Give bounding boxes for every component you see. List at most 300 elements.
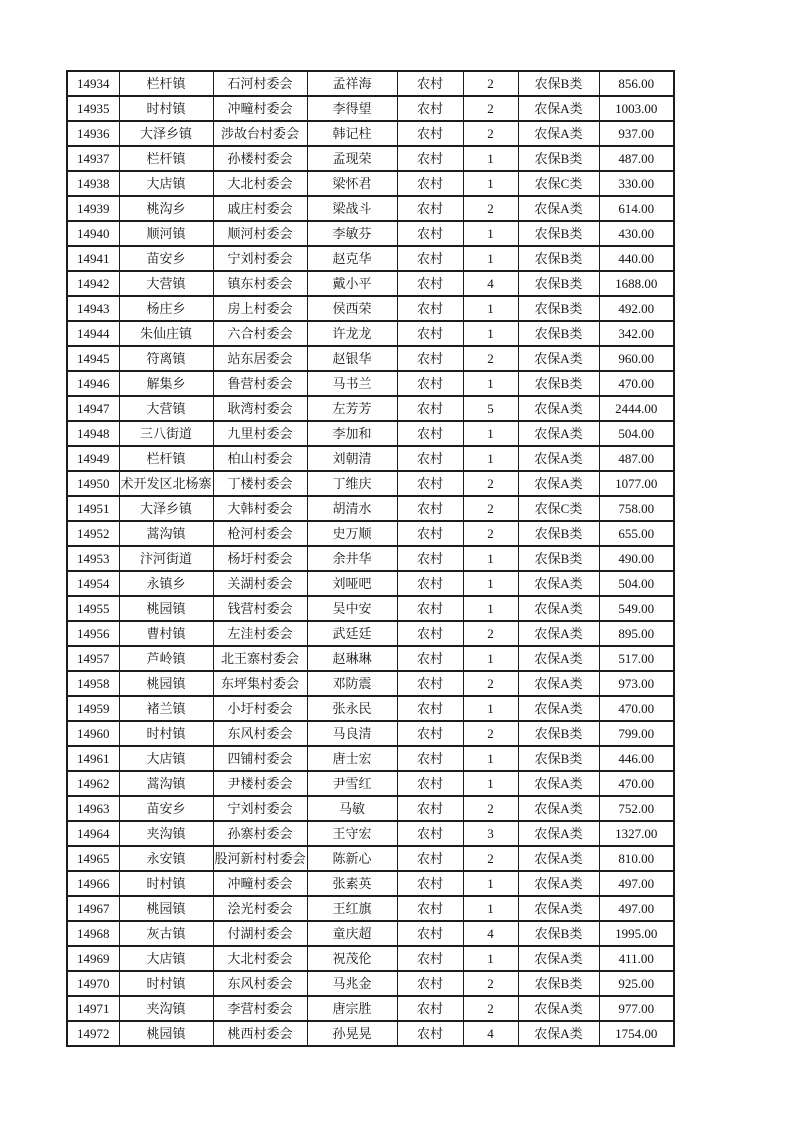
cell-amount: 799.00 <box>599 721 674 746</box>
cell-village-committee: 顺河村委会 <box>213 221 307 246</box>
table-row <box>67 671 674 696</box>
cell-residence-type: 农村 <box>397 621 463 646</box>
cell-insurance-category: 农保C类 <box>518 171 599 196</box>
cell-residence-type: 农村 <box>397 521 463 546</box>
cell-amount: 810.00 <box>599 846 674 871</box>
cell-insurance-category: 农保A类 <box>518 946 599 971</box>
cell-residence-type: 农村 <box>397 746 463 771</box>
cell-serial-number: 14967 <box>67 896 119 921</box>
cell-town: 永安镇 <box>119 846 213 871</box>
cell-village-committee: 小圩村委会 <box>213 696 307 721</box>
cell-person-name: 孙晃晃 <box>307 1021 397 1046</box>
cell-amount: 330.00 <box>599 171 674 196</box>
cell-town: 曹村镇 <box>119 621 213 646</box>
cell-residence-type: 农村 <box>397 996 463 1021</box>
cell-village-committee: 六合村委会 <box>213 321 307 346</box>
cell-town: 褚兰镇 <box>119 696 213 721</box>
cell-residence-type: 农村 <box>397 496 463 521</box>
cell-member-count: 4 <box>463 1021 518 1046</box>
cell-serial-number: 14954 <box>67 571 119 596</box>
cell-village-committee: 镇东村委会 <box>213 271 307 296</box>
cell-person-name: 马书兰 <box>307 371 397 396</box>
cell-town: 栏杆镇 <box>119 146 213 171</box>
cell-person-name: 赵银华 <box>307 346 397 371</box>
cell-village-committee: 桃西村委会 <box>213 1021 307 1046</box>
cell-village-committee: 枪河村委会 <box>213 521 307 546</box>
cell-serial-number: 14971 <box>67 996 119 1021</box>
cell-member-count: 1 <box>463 596 518 621</box>
cell-insurance-category: 农保B类 <box>518 721 599 746</box>
cell-amount: 470.00 <box>599 771 674 796</box>
table-row <box>67 596 674 621</box>
cell-town: 蒿沟镇 <box>119 521 213 546</box>
cell-amount: 1077.00 <box>599 471 674 496</box>
cell-residence-type: 农村 <box>397 446 463 471</box>
cell-residence-type: 农村 <box>397 146 463 171</box>
cell-insurance-category: 农保B类 <box>518 271 599 296</box>
cell-member-count: 1 <box>463 946 518 971</box>
table-row <box>67 621 674 646</box>
cell-amount: 446.00 <box>599 746 674 771</box>
cell-serial-number: 14951 <box>67 496 119 521</box>
table-row <box>67 71 674 96</box>
cell-member-count: 1 <box>463 696 518 721</box>
cell-town: 杨庄乡 <box>119 296 213 321</box>
table-row <box>67 896 674 921</box>
cell-residence-type: 农村 <box>397 921 463 946</box>
cell-member-count: 2 <box>463 471 518 496</box>
table-row <box>67 121 674 146</box>
cell-town: 大泽乡镇 <box>119 121 213 146</box>
cell-insurance-category: 农保A类 <box>518 596 599 621</box>
cell-member-count: 2 <box>463 996 518 1021</box>
cell-member-count: 1 <box>463 421 518 446</box>
table-row <box>67 746 674 771</box>
cell-person-name: 李加和 <box>307 421 397 446</box>
table-row <box>67 346 674 371</box>
cell-serial-number: 14965 <box>67 846 119 871</box>
cell-serial-number: 14970 <box>67 971 119 996</box>
cell-residence-type: 农村 <box>397 771 463 796</box>
cell-town: 顺河镇 <box>119 221 213 246</box>
cell-town: 解集乡 <box>119 371 213 396</box>
cell-amount: 430.00 <box>599 221 674 246</box>
cell-village-committee: 孙寨村委会 <box>213 821 307 846</box>
cell-amount: 758.00 <box>599 496 674 521</box>
table-row <box>67 521 674 546</box>
cell-member-count: 1 <box>463 321 518 346</box>
cell-residence-type: 农村 <box>397 421 463 446</box>
cell-insurance-category: 农保B类 <box>518 921 599 946</box>
cell-village-committee: 涉故台村委会 <box>213 121 307 146</box>
cell-amount: 504.00 <box>599 571 674 596</box>
cell-residence-type: 农村 <box>397 796 463 821</box>
cell-member-count: 2 <box>463 621 518 646</box>
cell-town: 桃园镇 <box>119 596 213 621</box>
cell-serial-number: 14953 <box>67 546 119 571</box>
cell-residence-type: 农村 <box>397 471 463 496</box>
cell-residence-type: 农村 <box>397 896 463 921</box>
cell-amount: 487.00 <box>599 446 674 471</box>
cell-town: 术开发区北杨寨 <box>119 471 213 496</box>
table-row <box>67 721 674 746</box>
cell-residence-type: 农村 <box>397 246 463 271</box>
cell-insurance-category: 农保B类 <box>518 371 599 396</box>
cell-insurance-category: 农保A类 <box>518 471 599 496</box>
cell-town: 汴河街道 <box>119 546 213 571</box>
cell-residence-type: 农村 <box>397 396 463 421</box>
cell-insurance-category: 农保B类 <box>518 546 599 571</box>
cell-amount: 470.00 <box>599 696 674 721</box>
table-row <box>67 221 674 246</box>
cell-village-committee: 李营村委会 <box>213 996 307 1021</box>
cell-residence-type: 农村 <box>397 721 463 746</box>
cell-town: 芦岭镇 <box>119 646 213 671</box>
cell-serial-number: 14957 <box>67 646 119 671</box>
cell-village-committee: 四铺村委会 <box>213 746 307 771</box>
table-row <box>67 546 674 571</box>
table-row <box>67 271 674 296</box>
cell-village-committee: 杨圩村委会 <box>213 546 307 571</box>
cell-person-name: 王红旗 <box>307 896 397 921</box>
cell-town: 大营镇 <box>119 271 213 296</box>
cell-amount: 2444.00 <box>599 396 674 421</box>
cell-amount: 1754.00 <box>599 1021 674 1046</box>
cell-person-name: 梁怀君 <box>307 171 397 196</box>
cell-village-committee: 东坪集村委会 <box>213 671 307 696</box>
cell-person-name: 祝茂伦 <box>307 946 397 971</box>
cell-member-count: 4 <box>463 271 518 296</box>
cell-insurance-category: 农保A类 <box>518 1021 599 1046</box>
cell-person-name: 韩记柱 <box>307 121 397 146</box>
cell-village-committee: 冲疃村委会 <box>213 96 307 121</box>
cell-person-name: 马兆金 <box>307 971 397 996</box>
cell-serial-number: 14934 <box>67 71 119 96</box>
table-row <box>67 246 674 271</box>
cell-amount: 614.00 <box>599 196 674 221</box>
cell-residence-type: 农村 <box>397 96 463 121</box>
table-row <box>67 371 674 396</box>
cell-member-count: 2 <box>463 971 518 996</box>
cell-amount: 655.00 <box>599 521 674 546</box>
cell-serial-number: 14963 <box>67 796 119 821</box>
cell-person-name: 孟祥海 <box>307 71 397 96</box>
cell-residence-type: 农村 <box>397 321 463 346</box>
cell-member-count: 2 <box>463 846 518 871</box>
cell-village-committee: 大韩村委会 <box>213 496 307 521</box>
cell-town: 夹沟镇 <box>119 821 213 846</box>
cell-amount: 411.00 <box>599 946 674 971</box>
cell-person-name: 唐宗胜 <box>307 996 397 1021</box>
cell-person-name: 马良清 <box>307 721 397 746</box>
cell-insurance-category: 农保B类 <box>518 746 599 771</box>
cell-insurance-category: 农保A类 <box>518 671 599 696</box>
cell-village-committee: 冲疃村委会 <box>213 871 307 896</box>
insurance-records-table <box>66 70 675 1047</box>
cell-amount: 1995.00 <box>599 921 674 946</box>
cell-amount: 490.00 <box>599 546 674 571</box>
cell-village-committee: 耿湾村委会 <box>213 396 307 421</box>
cell-town: 桃园镇 <box>119 671 213 696</box>
cell-amount: 752.00 <box>599 796 674 821</box>
cell-town: 栏杆镇 <box>119 71 213 96</box>
cell-member-count: 2 <box>463 96 518 121</box>
table-row <box>67 696 674 721</box>
cell-serial-number: 14946 <box>67 371 119 396</box>
cell-member-count: 2 <box>463 196 518 221</box>
cell-insurance-category: 农保A类 <box>518 646 599 671</box>
cell-person-name: 史万顺 <box>307 521 397 546</box>
cell-member-count: 1 <box>463 571 518 596</box>
cell-residence-type: 农村 <box>397 871 463 896</box>
cell-serial-number: 14972 <box>67 1021 119 1046</box>
table-row <box>67 846 674 871</box>
table-row <box>67 446 674 471</box>
cell-amount: 977.00 <box>599 996 674 1021</box>
cell-village-committee: 宁刘村委会 <box>213 796 307 821</box>
cell-person-name: 张素英 <box>307 871 397 896</box>
cell-person-name: 吴中安 <box>307 596 397 621</box>
cell-village-committee: 宁刘村委会 <box>213 246 307 271</box>
cell-serial-number: 14968 <box>67 921 119 946</box>
cell-insurance-category: 农保A类 <box>518 421 599 446</box>
cell-residence-type: 农村 <box>397 571 463 596</box>
cell-residence-type: 农村 <box>397 1021 463 1046</box>
cell-residence-type: 农村 <box>397 846 463 871</box>
table-row <box>67 421 674 446</box>
cell-residence-type: 农村 <box>397 271 463 296</box>
cell-person-name: 赵琳琳 <box>307 646 397 671</box>
cell-amount: 960.00 <box>599 346 674 371</box>
cell-insurance-category: 农保A类 <box>518 446 599 471</box>
cell-serial-number: 14955 <box>67 596 119 621</box>
cell-residence-type: 农村 <box>397 221 463 246</box>
cell-village-committee: 股河新村村委会 <box>213 846 307 871</box>
cell-serial-number: 14966 <box>67 871 119 896</box>
cell-residence-type: 农村 <box>397 121 463 146</box>
table-row <box>67 771 674 796</box>
cell-village-committee: 九里村委会 <box>213 421 307 446</box>
cell-amount: 549.00 <box>599 596 674 621</box>
cell-amount: 1327.00 <box>599 821 674 846</box>
cell-village-committee: 房上村委会 <box>213 296 307 321</box>
cell-amount: 497.00 <box>599 871 674 896</box>
cell-serial-number: 14945 <box>67 346 119 371</box>
cell-person-name: 戴小平 <box>307 271 397 296</box>
cell-residence-type: 农村 <box>397 671 463 696</box>
cell-member-count: 2 <box>463 796 518 821</box>
table-row <box>67 196 674 221</box>
cell-member-count: 1 <box>463 896 518 921</box>
cell-amount: 504.00 <box>599 421 674 446</box>
cell-amount: 492.00 <box>599 296 674 321</box>
cell-person-name: 梁战斗 <box>307 196 397 221</box>
cell-serial-number: 14939 <box>67 196 119 221</box>
cell-insurance-category: 农保A类 <box>518 396 599 421</box>
cell-member-count: 2 <box>463 346 518 371</box>
cell-town: 大店镇 <box>119 946 213 971</box>
cell-person-name: 孟现荣 <box>307 146 397 171</box>
cell-town: 桃园镇 <box>119 1021 213 1046</box>
cell-serial-number: 14935 <box>67 96 119 121</box>
cell-town: 时村镇 <box>119 971 213 996</box>
cell-town: 大店镇 <box>119 171 213 196</box>
cell-insurance-category: 农保B类 <box>518 71 599 96</box>
cell-insurance-category: 农保A类 <box>518 871 599 896</box>
cell-village-committee: 关湖村委会 <box>213 571 307 596</box>
cell-residence-type: 农村 <box>397 371 463 396</box>
cell-village-committee: 尹楼村委会 <box>213 771 307 796</box>
cell-residence-type: 农村 <box>397 296 463 321</box>
cell-amount: 895.00 <box>599 621 674 646</box>
cell-village-committee: 戚庄村委会 <box>213 196 307 221</box>
cell-insurance-category: 农保A类 <box>518 196 599 221</box>
table-row <box>67 1021 674 1046</box>
table-row <box>67 796 674 821</box>
table-row <box>67 971 674 996</box>
cell-village-committee: 左洼村委会 <box>213 621 307 646</box>
cell-village-committee: 石河村委会 <box>213 71 307 96</box>
cell-residence-type: 农村 <box>397 696 463 721</box>
cell-insurance-category: 农保C类 <box>518 496 599 521</box>
cell-residence-type: 农村 <box>397 596 463 621</box>
cell-insurance-category: 农保A类 <box>518 621 599 646</box>
cell-town: 桃园镇 <box>119 896 213 921</box>
table-row <box>67 396 674 421</box>
cell-person-name: 唐士宏 <box>307 746 397 771</box>
cell-insurance-category: 农保A类 <box>518 696 599 721</box>
cell-insurance-category: 农保A类 <box>518 571 599 596</box>
cell-serial-number: 14940 <box>67 221 119 246</box>
cell-town: 朱仙庄镇 <box>119 321 213 346</box>
table-row <box>67 946 674 971</box>
cell-person-name: 尹雪红 <box>307 771 397 796</box>
cell-member-count: 1 <box>463 246 518 271</box>
cell-person-name: 李得望 <box>307 96 397 121</box>
cell-insurance-category: 农保A类 <box>518 771 599 796</box>
cell-residence-type: 农村 <box>397 546 463 571</box>
cell-amount: 973.00 <box>599 671 674 696</box>
table-body <box>67 71 674 1046</box>
cell-member-count: 1 <box>463 746 518 771</box>
cell-serial-number: 14937 <box>67 146 119 171</box>
cell-insurance-category: 农保B类 <box>518 246 599 271</box>
cell-member-count: 2 <box>463 71 518 96</box>
cell-amount: 517.00 <box>599 646 674 671</box>
cell-town: 苗安乡 <box>119 796 213 821</box>
cell-insurance-category: 农保B类 <box>518 521 599 546</box>
cell-member-count: 1 <box>463 446 518 471</box>
cell-serial-number: 14950 <box>67 471 119 496</box>
table-row <box>67 471 674 496</box>
cell-insurance-category: 农保A类 <box>518 821 599 846</box>
cell-serial-number: 14942 <box>67 271 119 296</box>
cell-person-name: 许龙龙 <box>307 321 397 346</box>
cell-town: 三八街道 <box>119 421 213 446</box>
cell-serial-number: 14962 <box>67 771 119 796</box>
table-row <box>67 96 674 121</box>
cell-serial-number: 14959 <box>67 696 119 721</box>
cell-insurance-category: 农保B类 <box>518 321 599 346</box>
cell-town: 时村镇 <box>119 871 213 896</box>
cell-residence-type: 农村 <box>397 71 463 96</box>
cell-person-name: 陈新心 <box>307 846 397 871</box>
table-row <box>67 146 674 171</box>
table-row <box>67 296 674 321</box>
cell-village-committee: 浍光村委会 <box>213 896 307 921</box>
cell-insurance-category: 农保A类 <box>518 996 599 1021</box>
cell-residence-type: 农村 <box>397 946 463 971</box>
cell-town: 蒿沟镇 <box>119 771 213 796</box>
cell-village-committee: 北王寨村委会 <box>213 646 307 671</box>
cell-town: 桃沟乡 <box>119 196 213 221</box>
cell-person-name: 胡清水 <box>307 496 397 521</box>
cell-person-name: 刘哑吧 <box>307 571 397 596</box>
cell-insurance-category: 农保B类 <box>518 146 599 171</box>
cell-town: 栏杆镇 <box>119 446 213 471</box>
cell-serial-number: 14956 <box>67 621 119 646</box>
cell-village-committee: 孙楼村委会 <box>213 146 307 171</box>
cell-amount: 925.00 <box>599 971 674 996</box>
cell-village-committee: 钱营村委会 <box>213 596 307 621</box>
cell-town: 大营镇 <box>119 396 213 421</box>
cell-residence-type: 农村 <box>397 196 463 221</box>
cell-amount: 856.00 <box>599 71 674 96</box>
table-row <box>67 646 674 671</box>
cell-village-committee: 站东居委会 <box>213 346 307 371</box>
cell-member-count: 1 <box>463 371 518 396</box>
cell-village-committee: 付湖村委会 <box>213 921 307 946</box>
cell-serial-number: 14952 <box>67 521 119 546</box>
cell-amount: 470.00 <box>599 371 674 396</box>
table-row <box>67 921 674 946</box>
cell-person-name: 王守宏 <box>307 821 397 846</box>
table-row <box>67 871 674 896</box>
cell-village-committee: 鲁营村委会 <box>213 371 307 396</box>
cell-serial-number: 14941 <box>67 246 119 271</box>
table-row <box>67 571 674 596</box>
cell-insurance-category: 农保A类 <box>518 121 599 146</box>
table-row <box>67 321 674 346</box>
cell-member-count: 1 <box>463 771 518 796</box>
cell-person-name: 邓防震 <box>307 671 397 696</box>
cell-serial-number: 14961 <box>67 746 119 771</box>
cell-village-committee: 大北村委会 <box>213 946 307 971</box>
cell-member-count: 5 <box>463 396 518 421</box>
cell-serial-number: 14944 <box>67 321 119 346</box>
cell-insurance-category: 农保A类 <box>518 96 599 121</box>
cell-insurance-category: 农保A类 <box>518 346 599 371</box>
cell-serial-number: 14948 <box>67 421 119 446</box>
cell-member-count: 1 <box>463 546 518 571</box>
cell-serial-number: 14949 <box>67 446 119 471</box>
cell-residence-type: 农村 <box>397 171 463 196</box>
cell-member-count: 1 <box>463 646 518 671</box>
cell-member-count: 2 <box>463 671 518 696</box>
cell-person-name: 丁维庆 <box>307 471 397 496</box>
cell-member-count: 2 <box>463 121 518 146</box>
cell-person-name: 马敏 <box>307 796 397 821</box>
cell-amount: 440.00 <box>599 246 674 271</box>
cell-member-count: 4 <box>463 921 518 946</box>
cell-serial-number: 14947 <box>67 396 119 421</box>
cell-town: 灰古镇 <box>119 921 213 946</box>
cell-member-count: 1 <box>463 221 518 246</box>
table-row <box>67 821 674 846</box>
cell-town: 苗安乡 <box>119 246 213 271</box>
cell-amount: 342.00 <box>599 321 674 346</box>
cell-serial-number: 14969 <box>67 946 119 971</box>
